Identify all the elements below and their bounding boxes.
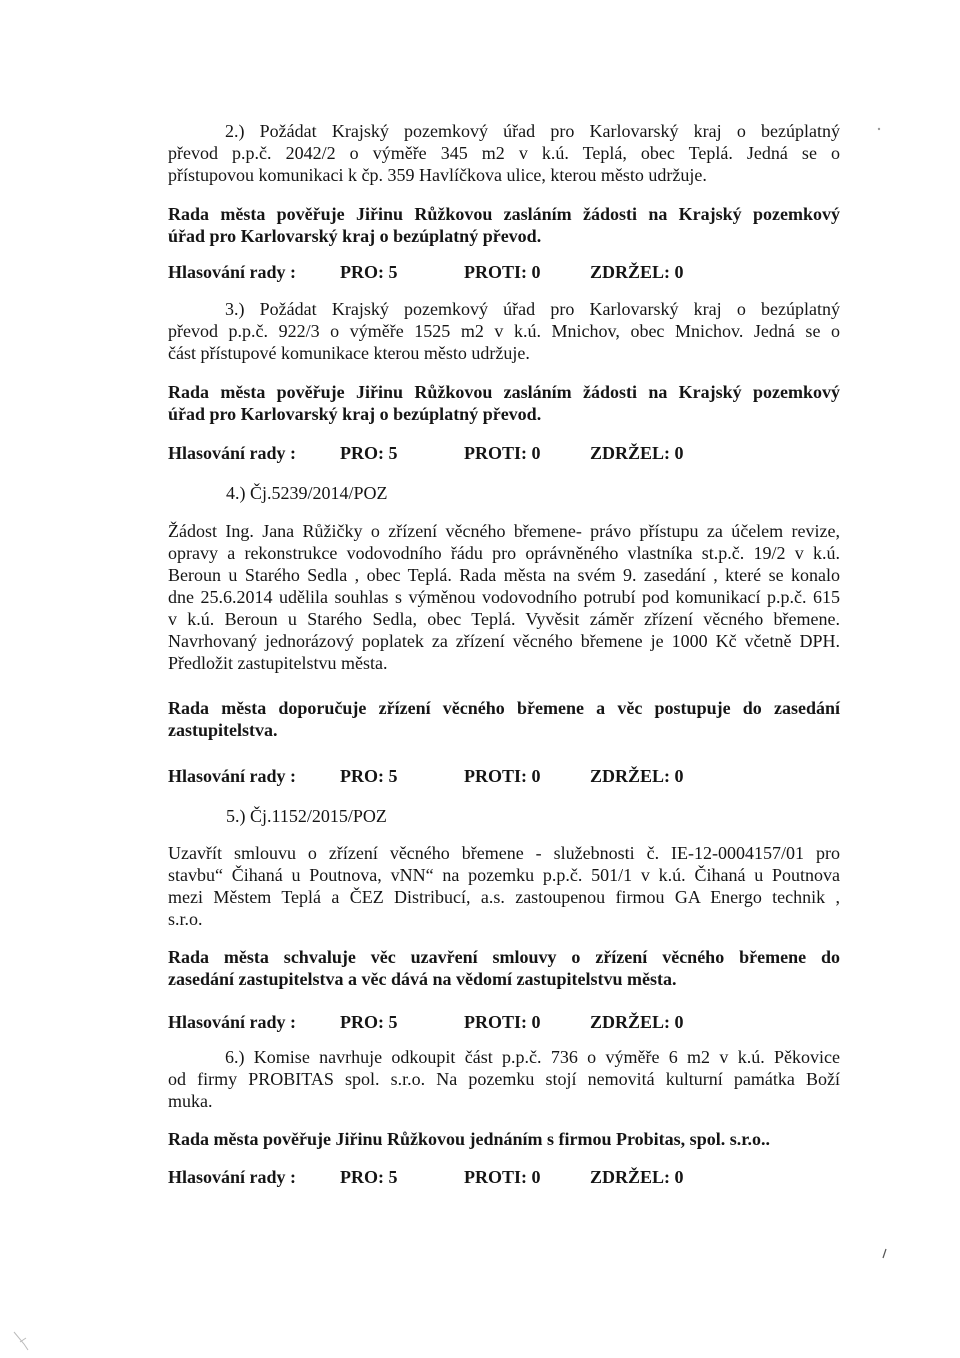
item-5-reference: 5.) Čj.1152/2015/POZ (226, 806, 387, 826)
item-5-line-2: stavbu“ Čihaná u Poutnova, vNN“ na pozemku p.p.č. 501/1 v k.ú. Čihaná u Poutnova (168, 865, 840, 885)
vote-pro: PRO: 5 (340, 766, 398, 786)
item-2-line-1: 2.) Požádat Krajský pozemkový úřad pro Karlovarský kraj o bezúplatný (225, 121, 840, 141)
vote-label: Hlasování rady : (168, 262, 297, 282)
vote-pro: PRO: 5 (340, 443, 398, 463)
item-4-line-1: Žádost Ing. Jana Růžičky o zřízení věcného břemene- právo přístupu za účelem revize, (168, 521, 840, 541)
item-5-line-1: Uzavřít smlouvu o zřízení věcného břemene - služebnosti č. IE-12-0004157/01 pro (168, 843, 840, 863)
item-3-text (168, 298, 840, 364)
item-5-line-3: mezi Městem Teplá a ČEZ Distribucí, a.s. zastoupenou firmou GA Energo technik , (168, 887, 840, 907)
vote-label: Hlasování rady : (168, 1012, 297, 1032)
item-5-line-4: s.r.o. (168, 909, 203, 929)
vote-zdrzel: ZDRŽEL: 0 (590, 443, 684, 463)
item-5-text (168, 842, 840, 930)
vote-proti: PROTI: 0 (464, 766, 541, 786)
item-4-resolution (168, 697, 840, 741)
item-4-line-3: Beroun u Starého Sedla , obec Teplá. Rada města na svém 9. zasedání , které se konalo (168, 565, 840, 585)
item-4-reference: 4.) Čj.5239/2014/POZ (226, 483, 388, 503)
item-2-text (168, 120, 840, 186)
item-4-text (168, 520, 840, 674)
item-3-line-2: převod p.p.č. 922/3 o výměře 1525 m2 v k.ú. Mnichov, obec Mnichov. Jedná se o (168, 321, 840, 341)
vote-proti: PROTI: 0 (464, 262, 541, 282)
item-5-resolution-line-1: Rada města schvaluje věc uzavření smlouvy o zřízení věcného břemene do (168, 947, 840, 967)
item-6-resolution-line-1: Rada města pověřuje Jiřinu Růžkovou jednáním s firmou Probitas, spol. s.r.o.. (168, 1129, 771, 1149)
vote-proti: PROTI: 0 (464, 1167, 541, 1187)
item-2-resolution (168, 203, 840, 247)
item-2-resolution-line-1: Rada města pověřuje Jiřinu Růžkovou zasláním žádosti na Krajský pozemkový (168, 204, 840, 224)
item-3-resolution (168, 381, 840, 425)
item-6-line-1: 6.) Komise navrhuje odkoupit část p.p.č. 736 o výměře 6 m2 v k.ú. Pěkovice (225, 1047, 840, 1067)
item-4-line-5: v k.ú. Beroun u Starého Sedla, obec Teplá. Vyvěsit záměr zřízení věcného břemene. (168, 609, 840, 629)
item-6-text (168, 1046, 840, 1112)
vote-pro: PRO: 5 (340, 262, 398, 282)
vote-label: Hlasování rady : (168, 1167, 297, 1187)
item-4-resolution-line-2: zastupitelstva. (168, 720, 278, 740)
vote-pro: PRO: 5 (340, 1012, 398, 1032)
item-3-resolution-line-2: úřad pro Karlovarský kraj o bezúplatný převod. (168, 404, 542, 424)
item-5-resolution-line-2: zasedání zastupitelstva a věc dává na vědomí zastupitelstvu města. (168, 969, 677, 989)
scan-mark (880, 1246, 890, 1260)
vote-zdrzel: ZDRŽEL: 0 (590, 1012, 684, 1032)
vote-zdrzel: ZDRŽEL: 0 (590, 1167, 684, 1187)
scan-corner-mark (10, 1328, 32, 1352)
item-2-line-3: přístupovou komunikaci k čp. 359 Havlíčkova ulice, kterou město udržuje. (168, 165, 707, 185)
vote-zdrzel: ZDRŽEL: 0 (590, 766, 684, 786)
vote-pro: PRO: 5 (340, 1167, 398, 1187)
item-4-line-2: opravy a rekonstrukce vodovodního řádu pro oprávněného vlastníka st.p.č. 19/2 v k.ú. (168, 543, 840, 563)
item-4-resolution-line-1: Rada města doporučuje zřízení věcného břemene a věc postupuje do zasedání (168, 698, 840, 718)
vote-proti: PROTI: 0 (464, 1012, 541, 1032)
vote-label: Hlasování rady : (168, 443, 297, 463)
item-3-line-1: 3.) Požádat Krajský pozemkový úřad pro Karlovarský kraj o bezúplatný (225, 299, 840, 319)
vote-proti: PROTI: 0 (464, 443, 541, 463)
scan-speck (874, 124, 884, 134)
item-2-line-2: převod p.p.č. 2042/2 o výměře 345 m2 v k.ú. Teplá, obec Teplá. Jedná se o (168, 143, 840, 163)
item-5-resolution (168, 946, 840, 990)
vote-zdrzel: ZDRŽEL: 0 (590, 262, 684, 282)
item-3-resolution-line-1: Rada města pověřuje Jiřinu Růžkovou zasláním žádosti na Krajský pozemkový (168, 382, 840, 402)
item-6-line-2: od firmy PROBITAS spol. s.r.o. Na pozemku stojí nemovitá kulturní památka Boží (168, 1069, 840, 1089)
item-4-line-6: Navrhovaný jednorázový poplatek za zřízení věcného břemene je 1000 Kč včetně DPH. (168, 631, 840, 651)
item-6-line-3: muka. (168, 1091, 213, 1111)
item-3-line-3: část přístupové komunikace kterou město udržuje. (168, 343, 530, 363)
item-4-line-7: Předložit zastupitelstvu města. (168, 653, 388, 673)
item-4-line-4: dne 25.6.2014 udělila souhlas s výměnou vodovodního potrubí pod komunikací p.p.č. 615 (168, 587, 840, 607)
item-2-resolution-line-2: úřad pro Karlovarský kraj o bezúplatný převod. (168, 226, 542, 246)
item-6-resolution (168, 1128, 840, 1150)
vote-label: Hlasování rady : (168, 766, 297, 786)
